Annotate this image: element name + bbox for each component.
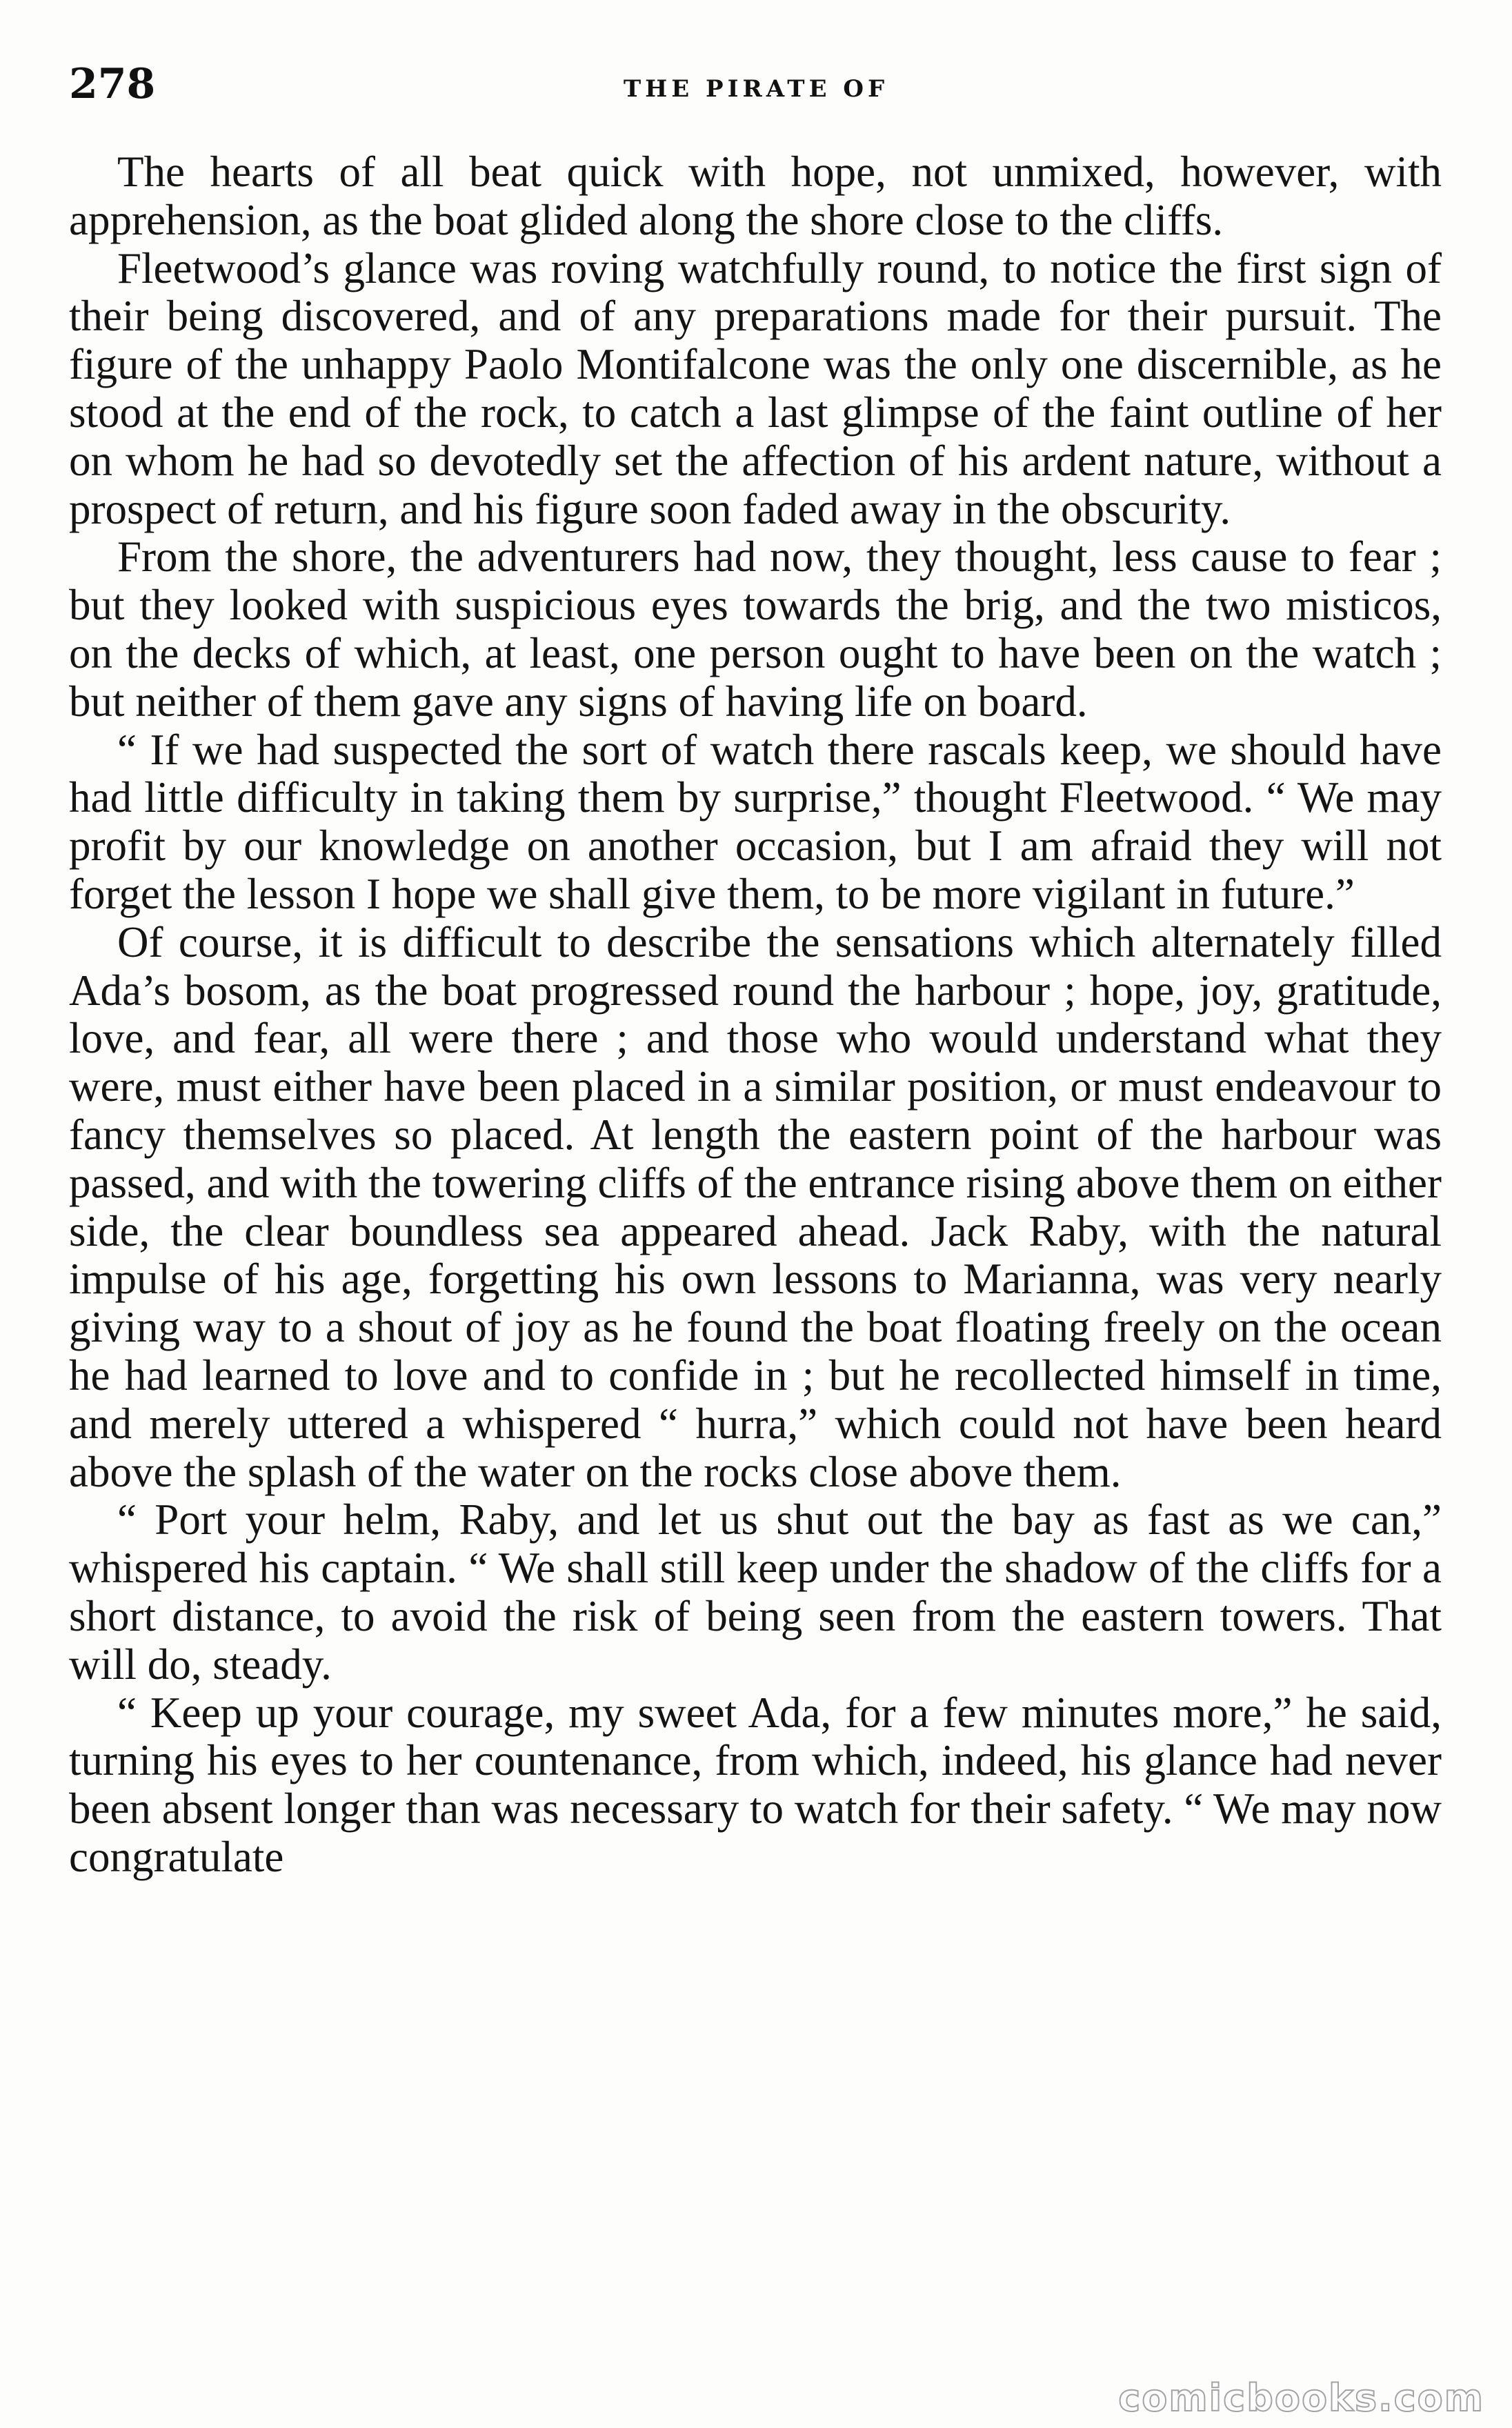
paragraph: Of course, it is difficult to describe the sensations which alternately filled Ada’s bosom, as the boat progressed round the harbour ; hope, joy, gratitude, love, and fear, all were there ; and those who would understand what they were, must either have been placed in a similar position, or must endeavour to fancy themselves so placed. At length the eastern point of the harbour was passed, and with the towering cliffs of the entrance rising above them on either side, the clear boundless sea appeared ahead. Jack Raby, with the natural impulse of his age, forgetting his own lessons to Marianna, was very nearly giving way to a shout of joy as he found the boat floating freely on the ocean he had learned to love and to confide in ; but he recollected himself in time, and merely uttered a whispered “ hurra,” which could not have been heard above the splash of the water on the rocks close above them. xyxy=(69,917,1442,1496)
watermark: comicbooks.com xyxy=(1118,2376,1484,2420)
running-head xyxy=(69,60,1443,119)
running-title: THE PIRATE OF xyxy=(623,75,889,103)
paragraph: The hearts of all beat quick with hope, not unmixed, however, with apprehension, as the boat glided along the shore close to the cliffs. xyxy=(69,148,1442,244)
paragraph: From the shore, the adventurers had now, they thought, less cause to fear ; but they looked with suspicious eyes towards the brig, and the two misticos, on the decks of which, at least, one person ought to have been on the watch ; but neither of them gave any signs of having life on board. xyxy=(69,533,1442,726)
paragraph: “ Keep up your courage, my sweet Ada, for a few minutes more,” he said, turning his eyes to her countenance, from which, indeed, his glance had never been absent longer than was necessary to watch for their safety. “ We may now congratulate xyxy=(69,1688,1442,1881)
paragraph: “ Port your helm, Raby, and let us shut out the bay as fast as we can,” whispered his captain. “ We shall still keep under the shadow of the cliffs for a short distance, to avoid the risk of being seen from the eastern towers. That will do, steady. xyxy=(69,1495,1442,1689)
page-number: 278 xyxy=(69,60,156,108)
paragraph: “ If we had suspected the sort of watch there rascals keep, we should have had little difficulty in taking them by surprise,” thought Fleetwood. “ We may profit by our knowledge on another occasion, but I am afraid they will not forget the lesson I hope we shall give them, to be more vigilant in future.” xyxy=(69,725,1442,918)
paragraph: Fleetwood’s glance was roving watchfully round, to notice the first sign of their being discovered, and of any preparations made for their pursuit. The figure of the unhappy Paolo Montifalcone was the only one discernible, as he stood at the end of the rock, to catch a last glimpse of the faint outline of her on whom he had so devotedly set the affection of his ardent nature, without a prospect of return, and his figure soon faded away in the obscurity. xyxy=(69,243,1442,533)
body-text xyxy=(69,148,1442,1882)
